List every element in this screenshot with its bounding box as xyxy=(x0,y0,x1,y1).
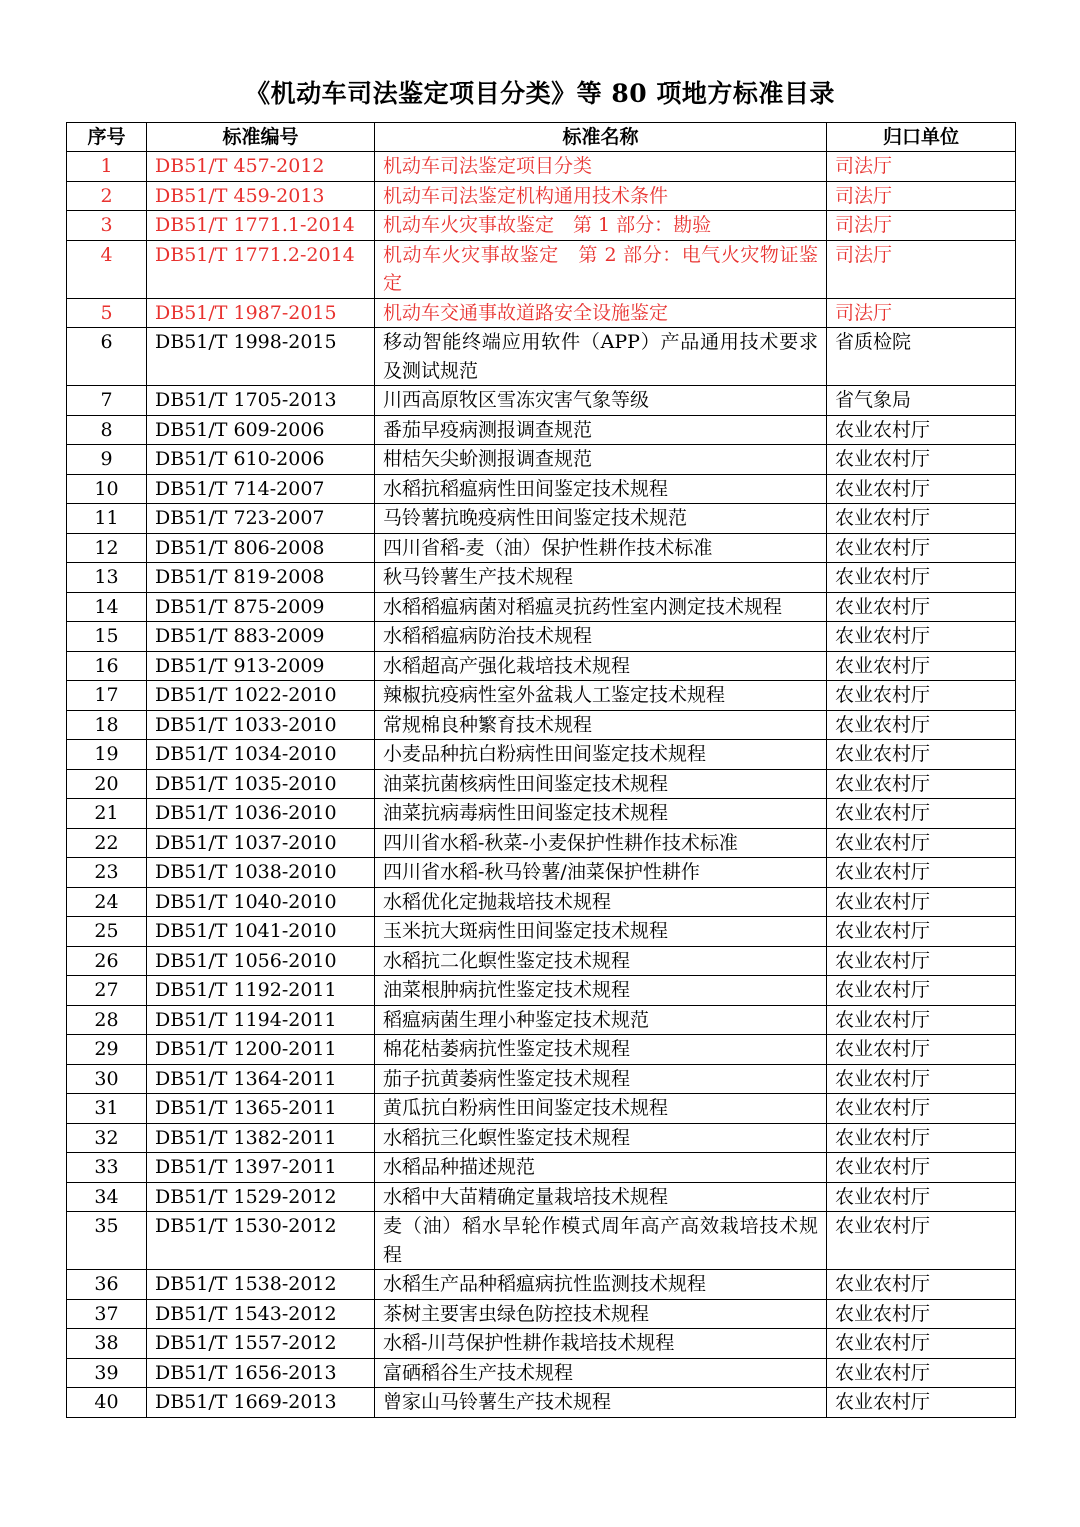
cell-standard-name: 麦（油）稻水旱轮作模式周年高产高效栽培技术规程 xyxy=(375,1212,827,1270)
cell-serial-number: 39 xyxy=(67,1358,147,1388)
cell-serial-number: 40 xyxy=(67,1388,147,1418)
cell-standard-code: DB51/T 609-2006 xyxy=(147,415,375,445)
cell-serial-number: 24 xyxy=(67,887,147,917)
cell-standard-name: 茄子抗黄萎病性鉴定技术规程 xyxy=(375,1064,827,1094)
table-row xyxy=(67,592,1016,622)
cell-responsible-unit: 农业农村厅 xyxy=(827,474,1016,504)
table-row xyxy=(67,328,1016,386)
cell-standard-name: 油菜根肿病抗性鉴定技术规程 xyxy=(375,976,827,1006)
table-row xyxy=(67,887,1016,917)
cell-standard-code: DB51/T 1656-2013 xyxy=(147,1358,375,1388)
table-row xyxy=(67,917,1016,947)
cell-standard-name: 油菜抗病毒病性田间鉴定技术规程 xyxy=(375,799,827,829)
cell-standard-code: DB51/T 1771.2-2014 xyxy=(147,240,375,298)
table-row xyxy=(67,415,1016,445)
cell-responsible-unit: 农业农村厅 xyxy=(827,445,1016,475)
cell-standard-code: DB51/T 1543-2012 xyxy=(147,1299,375,1329)
cell-standard-name: 机动车火灾事故鉴定 第 2 部分：电气火灾物证鉴定 xyxy=(375,240,827,298)
table-body xyxy=(67,152,1016,1418)
cell-serial-number: 1 xyxy=(67,152,147,182)
table-row xyxy=(67,504,1016,534)
header-standard-code: 标准编号 xyxy=(147,123,375,152)
cell-responsible-unit: 农业农村厅 xyxy=(827,799,1016,829)
cell-responsible-unit: 农业农村厅 xyxy=(827,1270,1016,1300)
cell-standard-name: 水稻稻瘟病菌对稻瘟灵抗药性室内测定技术规程 xyxy=(375,592,827,622)
cell-serial-number: 38 xyxy=(67,1329,147,1359)
cell-standard-name: 秋马铃薯生产技术规程 xyxy=(375,563,827,593)
cell-serial-number: 27 xyxy=(67,976,147,1006)
table-row xyxy=(67,1358,1016,1388)
cell-responsible-unit: 农业农村厅 xyxy=(827,1329,1016,1359)
cell-serial-number: 33 xyxy=(67,1153,147,1183)
header-standard-name: 标准名称 xyxy=(375,123,827,152)
table-row xyxy=(67,474,1016,504)
cell-serial-number: 21 xyxy=(67,799,147,829)
table-row xyxy=(67,563,1016,593)
cell-standard-name: 棉花枯萎病抗性鉴定技术规程 xyxy=(375,1035,827,1065)
cell-responsible-unit: 农业农村厅 xyxy=(827,415,1016,445)
cell-standard-code: DB51/T 1382-2011 xyxy=(147,1123,375,1153)
cell-standard-code: DB51/T 1987-2015 xyxy=(147,298,375,328)
cell-standard-code: DB51/T 1056-2010 xyxy=(147,946,375,976)
cell-serial-number: 35 xyxy=(67,1212,147,1270)
document-title: 《机动车司法鉴定项目分类》等 80 项地方标准目录 xyxy=(245,79,835,108)
cell-responsible-unit: 农业农村厅 xyxy=(827,946,1016,976)
cell-standard-name: 机动车司法鉴定机构通用技术条件 xyxy=(375,181,827,211)
cell-standard-name: 水稻优化定抛栽培技术规程 xyxy=(375,887,827,917)
cell-standard-code: DB51/T 1705-2013 xyxy=(147,386,375,416)
cell-responsible-unit: 农业农村厅 xyxy=(827,681,1016,711)
table-row xyxy=(67,386,1016,416)
cell-standard-code: DB51/T 1365-2011 xyxy=(147,1094,375,1124)
cell-standard-name: 水稻生产品种稻瘟病抗性监测技术规程 xyxy=(375,1270,827,1300)
cell-serial-number: 16 xyxy=(67,651,147,681)
cell-serial-number: 5 xyxy=(67,298,147,328)
cell-standard-code: DB51/T 1040-2010 xyxy=(147,887,375,917)
table-row xyxy=(67,298,1016,328)
cell-standard-code: DB51/T 1669-2013 xyxy=(147,1388,375,1418)
cell-responsible-unit: 农业农村厅 xyxy=(827,504,1016,534)
table-header-row xyxy=(67,123,1016,152)
cell-responsible-unit: 农业农村厅 xyxy=(827,917,1016,947)
cell-standard-name: 番茄早疫病测报调查规范 xyxy=(375,415,827,445)
cell-responsible-unit: 司法厅 xyxy=(827,181,1016,211)
table-row xyxy=(67,858,1016,888)
cell-responsible-unit: 农业农村厅 xyxy=(827,710,1016,740)
table-row xyxy=(67,1153,1016,1183)
cell-standard-code: DB51/T 1022-2010 xyxy=(147,681,375,711)
cell-standard-name: 辣椒抗疫病性室外盆栽人工鉴定技术规程 xyxy=(375,681,827,711)
cell-standard-name: 川西高原牧区雪冻灾害气象等级 xyxy=(375,386,827,416)
cell-serial-number: 31 xyxy=(67,1094,147,1124)
cell-standard-code: DB51/T 806-2008 xyxy=(147,533,375,563)
cell-standard-name: 柑桔矢尖蚧测报调查规范 xyxy=(375,445,827,475)
cell-serial-number: 26 xyxy=(67,946,147,976)
cell-standard-name: 水稻中大苗精确定量栽培技术规程 xyxy=(375,1182,827,1212)
cell-standard-name: 移动智能终端应用软件（APP）产品通用技术要求及测试规范 xyxy=(375,328,827,386)
cell-standard-name: 水稻-川芎保护性耕作栽培技术规程 xyxy=(375,1329,827,1359)
table-row xyxy=(67,946,1016,976)
table-row xyxy=(67,1035,1016,1065)
cell-standard-name: 水稻品种描述规范 xyxy=(375,1153,827,1183)
cell-responsible-unit: 司法厅 xyxy=(827,240,1016,298)
cell-standard-code: DB51/T 1194-2011 xyxy=(147,1005,375,1035)
cell-responsible-unit: 省气象局 xyxy=(827,386,1016,416)
cell-responsible-unit: 农业农村厅 xyxy=(827,740,1016,770)
cell-serial-number: 10 xyxy=(67,474,147,504)
table-row xyxy=(67,976,1016,1006)
cell-responsible-unit: 农业农村厅 xyxy=(827,1123,1016,1153)
table-row xyxy=(67,181,1016,211)
cell-standard-name: 油菜抗菌核病性田间鉴定技术规程 xyxy=(375,769,827,799)
cell-serial-number: 28 xyxy=(67,1005,147,1035)
cell-standard-name: 小麦品种抗白粉病性田间鉴定技术规程 xyxy=(375,740,827,770)
cell-serial-number: 7 xyxy=(67,386,147,416)
cell-serial-number: 17 xyxy=(67,681,147,711)
cell-serial-number: 11 xyxy=(67,504,147,534)
cell-serial-number: 29 xyxy=(67,1035,147,1065)
cell-standard-code: DB51/T 1530-2012 xyxy=(147,1212,375,1270)
cell-responsible-unit: 农业农村厅 xyxy=(827,1035,1016,1065)
cell-responsible-unit: 农业农村厅 xyxy=(827,1182,1016,1212)
cell-serial-number: 25 xyxy=(67,917,147,947)
table-row xyxy=(67,152,1016,182)
cell-standard-code: DB51/T 1037-2010 xyxy=(147,828,375,858)
cell-standard-code: DB51/T 610-2006 xyxy=(147,445,375,475)
table-row xyxy=(67,1064,1016,1094)
table-row xyxy=(67,1270,1016,1300)
header-responsible-unit: 归口单位 xyxy=(827,123,1016,152)
cell-standard-code: DB51/T 1771.1-2014 xyxy=(147,211,375,241)
cell-serial-number: 34 xyxy=(67,1182,147,1212)
table-row xyxy=(67,799,1016,829)
cell-serial-number: 37 xyxy=(67,1299,147,1329)
table-row xyxy=(67,710,1016,740)
cell-standard-code: DB51/T 1033-2010 xyxy=(147,710,375,740)
cell-serial-number: 9 xyxy=(67,445,147,475)
table-row xyxy=(67,1094,1016,1124)
cell-standard-name: 水稻抗二化螟性鉴定技术规程 xyxy=(375,946,827,976)
cell-standard-code: DB51/T 723-2007 xyxy=(147,504,375,534)
table-row xyxy=(67,1212,1016,1270)
cell-standard-name: 四川省稻-麦（油）保护性耕作技术标准 xyxy=(375,533,827,563)
table-row xyxy=(67,533,1016,563)
cell-standard-code: DB51/T 1038-2010 xyxy=(147,858,375,888)
cell-serial-number: 30 xyxy=(67,1064,147,1094)
header-serial-number: 序号 xyxy=(67,123,147,152)
cell-standard-code: DB51/T 913-2009 xyxy=(147,651,375,681)
cell-responsible-unit: 农业农村厅 xyxy=(827,828,1016,858)
cell-responsible-unit: 农业农村厅 xyxy=(827,1064,1016,1094)
table-row xyxy=(67,769,1016,799)
cell-standard-code: DB51/T 1998-2015 xyxy=(147,328,375,386)
cell-standard-name: 茶树主要害虫绿色防控技术规程 xyxy=(375,1299,827,1329)
cell-responsible-unit: 农业农村厅 xyxy=(827,858,1016,888)
cell-serial-number: 36 xyxy=(67,1270,147,1300)
cell-standard-code: DB51/T 1200-2011 xyxy=(147,1035,375,1065)
cell-standard-name: 四川省水稻-秋菜-小麦保护性耕作技术标准 xyxy=(375,828,827,858)
cell-standard-name: 马铃薯抗晚疫病性田间鉴定技术规范 xyxy=(375,504,827,534)
cell-standard-code: DB51/T 1397-2011 xyxy=(147,1153,375,1183)
table-row xyxy=(67,740,1016,770)
table-row xyxy=(67,1182,1016,1212)
table-row xyxy=(67,681,1016,711)
cell-standard-code: DB51/T 1538-2012 xyxy=(147,1270,375,1300)
cell-responsible-unit: 农业农村厅 xyxy=(827,976,1016,1006)
cell-responsible-unit: 司法厅 xyxy=(827,298,1016,328)
cell-standard-code: DB51/T 1192-2011 xyxy=(147,976,375,1006)
cell-responsible-unit: 农业农村厅 xyxy=(827,1358,1016,1388)
table-row xyxy=(67,211,1016,241)
cell-responsible-unit: 农业农村厅 xyxy=(827,622,1016,652)
cell-serial-number: 19 xyxy=(67,740,147,770)
cell-responsible-unit: 农业农村厅 xyxy=(827,1153,1016,1183)
cell-serial-number: 20 xyxy=(67,769,147,799)
cell-standard-code: DB51/T 457-2012 xyxy=(147,152,375,182)
cell-serial-number: 18 xyxy=(67,710,147,740)
cell-responsible-unit: 司法厅 xyxy=(827,211,1016,241)
cell-responsible-unit: 农业农村厅 xyxy=(827,887,1016,917)
cell-standard-code: DB51/T 1041-2010 xyxy=(147,917,375,947)
cell-standard-code: DB51/T 1529-2012 xyxy=(147,1182,375,1212)
cell-serial-number: 3 xyxy=(67,211,147,241)
table-row xyxy=(67,828,1016,858)
cell-responsible-unit: 农业农村厅 xyxy=(827,1094,1016,1124)
cell-standard-code: DB51/T 1035-2010 xyxy=(147,769,375,799)
cell-responsible-unit: 农业农村厅 xyxy=(827,563,1016,593)
cell-standard-code: DB51/T 714-2007 xyxy=(147,474,375,504)
cell-serial-number: 15 xyxy=(67,622,147,652)
cell-responsible-unit: 农业农村厅 xyxy=(827,1299,1016,1329)
cell-serial-number: 14 xyxy=(67,592,147,622)
cell-standard-name: 水稻稻瘟病防治技术规程 xyxy=(375,622,827,652)
cell-responsible-unit: 司法厅 xyxy=(827,152,1016,182)
cell-standard-name: 常规棉良种繁育技术规程 xyxy=(375,710,827,740)
cell-responsible-unit: 农业农村厅 xyxy=(827,769,1016,799)
table-row xyxy=(67,1299,1016,1329)
cell-standard-code: DB51/T 819-2008 xyxy=(147,563,375,593)
cell-standard-name: 玉米抗大斑病性田间鉴定技术规程 xyxy=(375,917,827,947)
cell-serial-number: 8 xyxy=(67,415,147,445)
cell-standard-name: 稻瘟病菌生理小种鉴定技术规范 xyxy=(375,1005,827,1035)
cell-serial-number: 13 xyxy=(67,563,147,593)
table-row xyxy=(67,240,1016,298)
cell-responsible-unit: 农业农村厅 xyxy=(827,533,1016,563)
cell-standard-name: 曾家山马铃薯生产技术规程 xyxy=(375,1388,827,1418)
cell-serial-number: 32 xyxy=(67,1123,147,1153)
cell-standard-name: 机动车火灾事故鉴定 第 1 部分：勘验 xyxy=(375,211,827,241)
table-row xyxy=(67,1123,1016,1153)
cell-standard-name: 机动车交通事故道路安全设施鉴定 xyxy=(375,298,827,328)
standards-table xyxy=(66,122,1016,1418)
cell-standard-code: DB51/T 1034-2010 xyxy=(147,740,375,770)
table-row xyxy=(67,445,1016,475)
table-row xyxy=(67,622,1016,652)
cell-responsible-unit: 农业农村厅 xyxy=(827,1388,1016,1418)
cell-standard-name: 机动车司法鉴定项目分类 xyxy=(375,152,827,182)
cell-serial-number: 12 xyxy=(67,533,147,563)
cell-responsible-unit: 农业农村厅 xyxy=(827,1212,1016,1270)
cell-standard-name: 水稻超高产强化栽培技术规程 xyxy=(375,651,827,681)
cell-responsible-unit: 农业农村厅 xyxy=(827,651,1016,681)
table-row xyxy=(67,1005,1016,1035)
cell-serial-number: 22 xyxy=(67,828,147,858)
cell-standard-name: 富硒稻谷生产技术规程 xyxy=(375,1358,827,1388)
table-row xyxy=(67,1388,1016,1418)
cell-responsible-unit: 农业农村厅 xyxy=(827,592,1016,622)
table-row xyxy=(67,651,1016,681)
cell-responsible-unit: 农业农村厅 xyxy=(827,1005,1016,1035)
cell-serial-number: 2 xyxy=(67,181,147,211)
cell-standard-name: 水稻抗稻瘟病性田间鉴定技术规程 xyxy=(375,474,827,504)
table-row xyxy=(67,1329,1016,1359)
cell-serial-number: 4 xyxy=(67,240,147,298)
cell-serial-number: 23 xyxy=(67,858,147,888)
cell-standard-code: DB51/T 1364-2011 xyxy=(147,1064,375,1094)
cell-standard-code: DB51/T 1557-2012 xyxy=(147,1329,375,1359)
cell-standard-name: 黄瓜抗白粉病性田间鉴定技术规程 xyxy=(375,1094,827,1124)
cell-standard-name: 四川省水稻-秋马铃薯/油菜保护性耕作 xyxy=(375,858,827,888)
cell-serial-number: 6 xyxy=(67,328,147,386)
cell-standard-code: DB51/T 459-2013 xyxy=(147,181,375,211)
cell-standard-code: DB51/T 883-2009 xyxy=(147,622,375,652)
cell-standard-code: DB51/T 875-2009 xyxy=(147,592,375,622)
cell-responsible-unit: 省质检院 xyxy=(827,328,1016,386)
cell-standard-code: DB51/T 1036-2010 xyxy=(147,799,375,829)
cell-standard-name: 水稻抗三化螟性鉴定技术规程 xyxy=(375,1123,827,1153)
